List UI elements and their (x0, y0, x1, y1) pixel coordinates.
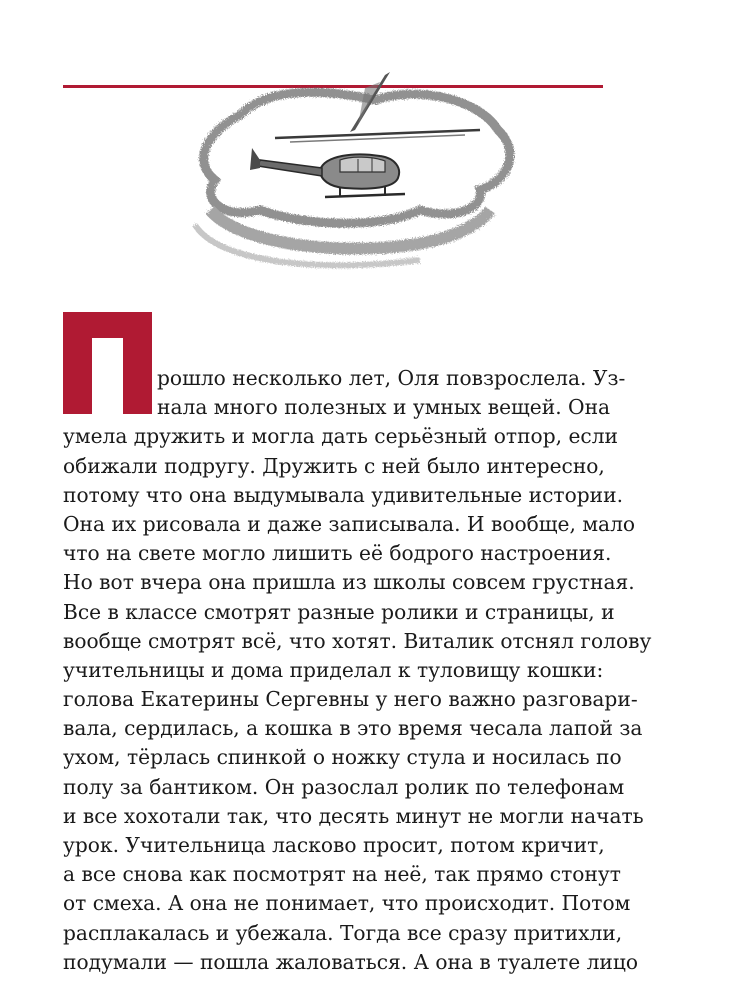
text-line: голова Екатерины Сергевны у него важно разговари- (63, 687, 638, 712)
text-line: и все хохотали так, что десять минут не могли начать (63, 803, 644, 828)
text-line: умела дружить и могла дать серьёзный отпор, если (63, 424, 618, 449)
text-line: полу за бантиком. Он разослал ролик по телефонам (63, 774, 625, 799)
text-line: урок. Учительница ласково просит, потом кричит, (63, 833, 605, 857)
body-text (63, 364, 652, 977)
helicopter-sketch-icon (180, 60, 540, 275)
text-line: Все в классе смотрят разные ролики и страницы, и (63, 599, 615, 624)
text-line: что на свете могло лишить её бодрого настроения. (63, 541, 612, 566)
text-line: Но вот вчера она пришла из школы совсем грустная. (63, 570, 635, 595)
text-line: Она их рисовала и даже записывала. И вообще, мало (63, 511, 636, 536)
text-line: ухом, тёрлась спинкой о ножку стула и носилась по (63, 745, 622, 770)
text-line: вообще смотрят всё, что хотят. Виталик отснял голову (63, 628, 652, 653)
text-line: а все снова как посмотрят на неё, так прямо стонут (63, 862, 621, 887)
text-line: вала, сердилась, а кошка в это время чесала лапой за (63, 716, 643, 741)
text-line: нала много полезных и умных вещей. Она (157, 395, 611, 420)
text-line: потому что она выдумывала удивительные истории. (63, 482, 623, 507)
text-line: подумали — пошла жаловаться. А она в туалете лицо (63, 949, 638, 974)
text-line: обижали подругу. Дружить с ней было интересно, (63, 453, 605, 478)
text-line: от смеха. А она не понимает, что происходит. Потом (63, 891, 631, 916)
text-line: расплакалась и убежала. Тогда все сразу притихли, (63, 920, 623, 945)
text-line: рошло несколько лет, Оля повзрослела. Уз- (157, 366, 626, 390)
text-line: учительницы и дома приделал к туловищу кошки: (63, 657, 604, 682)
